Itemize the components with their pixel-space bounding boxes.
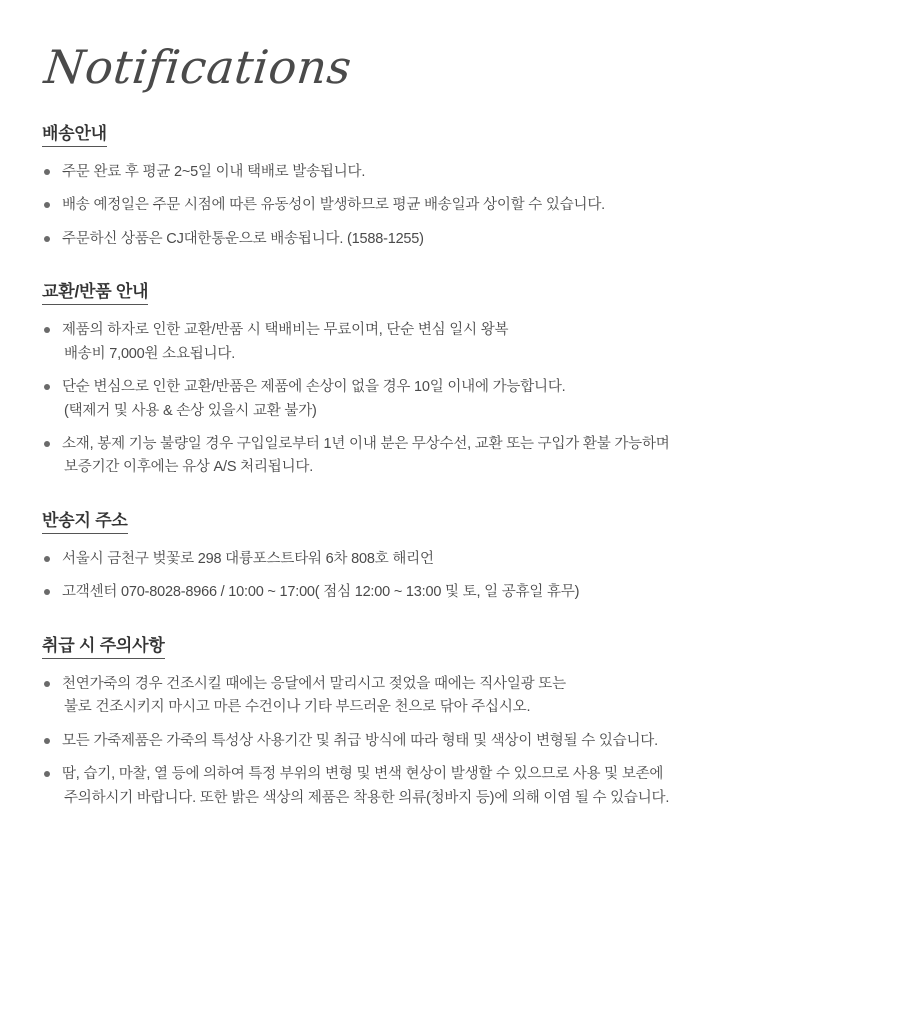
section-heading: 교환/반품 안내 (42, 277, 148, 305)
bullet-icon (44, 202, 50, 208)
list-item-line: 불로 건조시키지 마시고 마른 수건이나 기타 부드러운 천으로 닦아 주십시오. (64, 699, 531, 716)
list-item (40, 730, 860, 753)
list-item-line: 주의하시기 바랍니다. 또한 밝은 색상의 제품은 착용한 의류(청바지 등)에 의해 이염 될 수 있습니다. (64, 789, 670, 806)
page-title: Notifications (41, 40, 355, 94)
bullet-icon (44, 771, 50, 777)
list-item-line: 단순 변심으로 인한 교환/반품은 제품에 손상이 없을 경우 10일 이내에 가능합니다. (62, 379, 566, 396)
list-item-line: (택제거 및 사용 & 손상 있을시 교환 불가) (64, 402, 317, 419)
list-item-line: 땀, 습기, 마찰, 열 등에 의하여 특정 부위의 변형 및 변색 현상이 발생할 수 있으므로 사용 및 보존에 (62, 766, 664, 783)
bullet-icon (44, 384, 50, 390)
list-item (40, 763, 860, 810)
list-item-line: 천연가죽의 경우 건조시킬 때에는 응달에서 말리시고 젖었을 때에는 직사일광 또는 (62, 675, 566, 692)
list-item (40, 433, 860, 480)
list-item-line: 모든 가죽제품은 가죽의 특성상 사용기간 및 취급 방식에 따라 형태 및 색상이 변형될 수 있습니다. (62, 732, 658, 749)
list-item-line: 주문하신 상품은 CJ대한통운으로 배송됩니다. (1588-1255) (62, 230, 424, 247)
list-item (40, 194, 860, 217)
section-heading: 배송안내 (42, 119, 107, 147)
bullet-icon (44, 441, 50, 447)
list-item (40, 581, 860, 604)
bullet-icon (44, 681, 50, 687)
bullet-icon (44, 236, 50, 242)
list-item-line: 배송 예정일은 주문 시점에 따른 유동성이 발생하므로 평균 배송일과 상이할 수 있습니다. (62, 197, 605, 214)
bullet-icon (44, 589, 50, 595)
list-item (40, 228, 860, 251)
section-exchange-return (40, 277, 860, 480)
section-return-address (40, 506, 860, 605)
list-item (40, 319, 860, 366)
list-item-line: 서울시 금천구 벚꽃로 298 대륭포스트타워 6차 808호 해리언 (62, 550, 434, 567)
list-item-line: 제품의 하자로 인한 교환/반품 시 택배비는 무료이며, 단순 변심 일시 왕복 (62, 322, 509, 339)
list-item-line: 보증기간 이후에는 유상 A/S 처리됩니다. (64, 459, 314, 476)
bullet-icon (44, 169, 50, 175)
list-item (40, 161, 860, 184)
list-item-line: 고객센터 070-8028-8966 / 10:00 ~ 17:00( 점심 12:00 ~ 13:00 및 토, 일 공휴일 휴무) (62, 584, 580, 601)
list-item (40, 548, 860, 571)
bullet-icon (44, 327, 50, 333)
list-item-line: 주문 완료 후 평균 2~5일 이내 택배로 발송됩니다. (62, 163, 366, 180)
section-handling-precautions (40, 631, 860, 810)
section-heading: 취급 시 주의사항 (42, 631, 165, 659)
list-item-line: 배송비 7,000원 소요됩니다. (64, 345, 236, 362)
bullet-icon (44, 556, 50, 562)
bullet-icon (44, 738, 50, 744)
section-delivery-info (40, 119, 860, 251)
section-heading: 반송지 주소 (42, 506, 128, 534)
list-item-line: 소재, 봉제 기능 불량일 경우 구입일로부터 1년 이내 분은 무상수선, 교환 또는 구입가 환불 가능하며 (62, 435, 670, 452)
list-item (40, 673, 860, 720)
list-item (40, 376, 860, 423)
